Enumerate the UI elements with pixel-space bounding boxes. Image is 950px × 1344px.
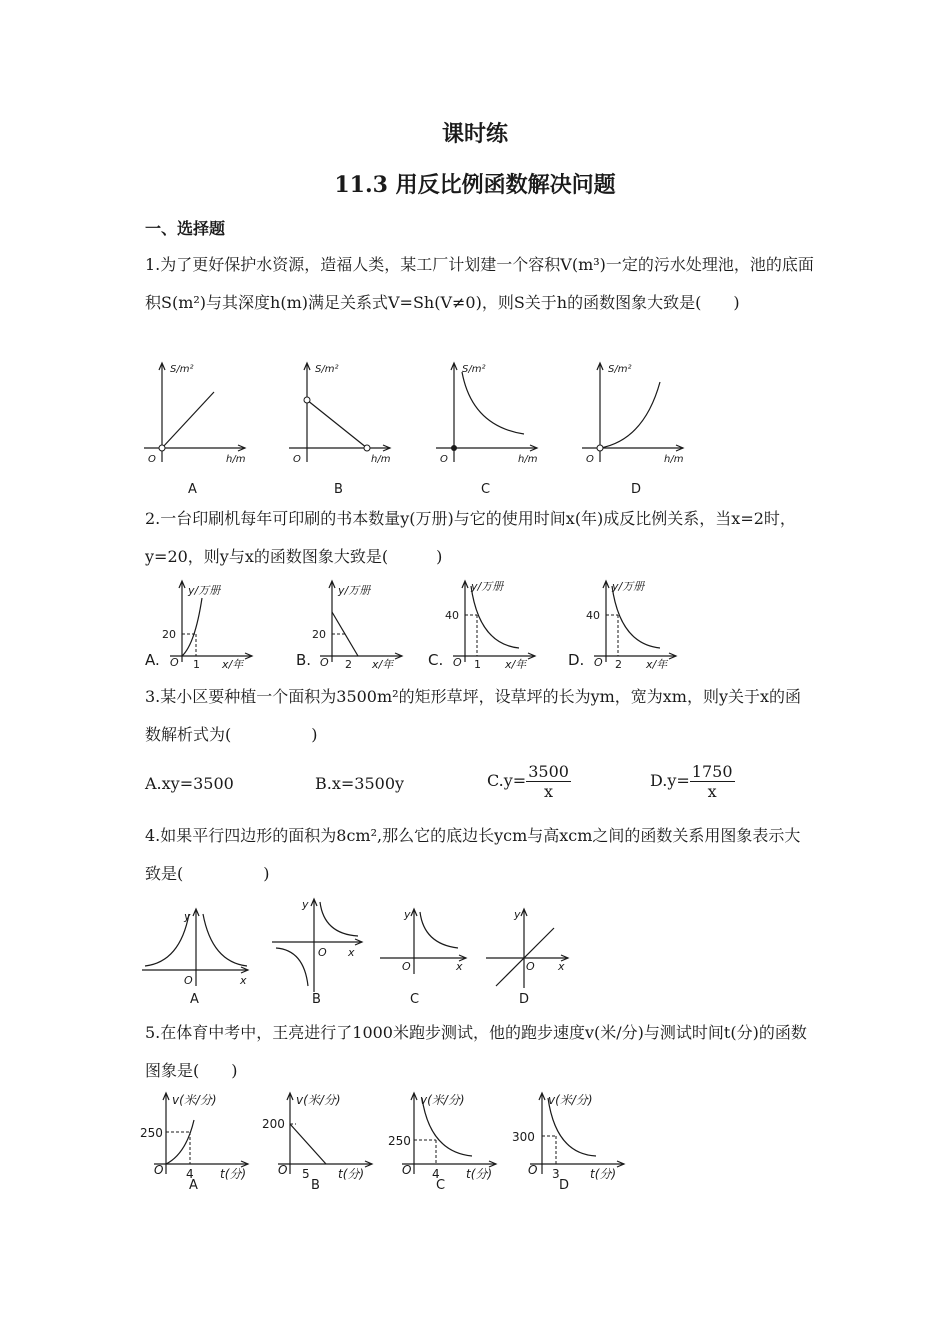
q2d-xlabel: x/年 <box>646 658 668 671</box>
q4a-xlabel: x <box>240 974 247 987</box>
q5c-xlabel: t(分) <box>466 1167 493 1181</box>
q2d-ylabel: y/万册 <box>612 580 645 593</box>
q1-option-c[interactable]: C <box>481 482 491 497</box>
q5c-origin: O <box>402 1163 412 1177</box>
q3-option-d[interactable] <box>650 762 735 801</box>
q4-graph-d <box>484 906 570 990</box>
q3-option-a[interactable]: A.xy=3500 <box>145 774 234 793</box>
q5a-xtick: 4 <box>186 1167 194 1181</box>
q5b-ytick: 200 <box>262 1117 285 1131</box>
q3-option-b[interactable]: B.x=3500y <box>315 774 405 793</box>
q3-option-c[interactable] <box>487 762 571 801</box>
q5c-xtick: 4 <box>432 1167 440 1181</box>
q5c-ytick: 250 <box>388 1134 411 1148</box>
q5-option-a[interactable]: A <box>189 1178 198 1193</box>
q2d-ytick: 40 <box>586 609 600 622</box>
q4d-ylabel: y <box>514 908 521 921</box>
page-title: 课时练 <box>441 121 508 147</box>
q3-option-c-label: C.y= <box>487 771 527 791</box>
q1-option-b[interactable]: B <box>334 482 343 497</box>
q1b-ylabel: S/m² <box>315 364 339 375</box>
q1b-xlabel: h/m <box>371 454 391 465</box>
q5a-ytick: 250 <box>140 1126 163 1140</box>
q2b-ylabel: y/万册 <box>338 584 371 597</box>
q4a-origin: O <box>184 974 193 987</box>
q4-graph-c <box>378 906 470 976</box>
q3-option-c-num: 3500 <box>528 762 569 781</box>
q3-option-c-fraction <box>526 762 571 801</box>
q5a-ylabel: v(米/分) <box>172 1093 217 1107</box>
q4c-ylabel: y <box>404 908 411 921</box>
q5d-xlabel: t(分) <box>590 1167 617 1181</box>
q1d-xlabel: h/m <box>664 454 684 465</box>
q5d-xtick: 3 <box>552 1167 560 1181</box>
q4b-ylabel: y <box>302 898 309 911</box>
q5-option-b[interactable]: B <box>311 1178 320 1193</box>
q2b-origin: O <box>320 656 329 669</box>
q5-option-c[interactable]: C <box>436 1178 446 1193</box>
q2a-xtick: 1 <box>193 658 200 671</box>
q2a-origin: O <box>170 656 179 669</box>
q1-graph-c <box>432 360 542 470</box>
q1-graph-d <box>578 360 688 470</box>
q1b-origin: O <box>293 454 301 465</box>
q4-graph-b <box>270 896 365 996</box>
q3-option-d-den: x <box>707 782 717 802</box>
q3-option-d-num: 1750 <box>691 762 733 781</box>
q2-graph-a <box>162 578 262 670</box>
question-2-text: 2.一台印刷机每年可印刷的书本数量y(万册)与它的使用时间x(年)成反比例关系，当x=2时，y=20，则y与x的函数图象大致是( ) <box>145 509 796 566</box>
q3-option-c-den: x <box>544 782 554 802</box>
q2c-origin: O <box>453 656 462 669</box>
section-heading: 一、选择题 <box>145 219 226 238</box>
q1-option-a[interactable]: A <box>188 482 197 497</box>
q1a-xlabel: h/m <box>226 454 246 465</box>
q1d-origin: O <box>586 454 594 465</box>
q4d-xlabel: x <box>558 960 565 973</box>
q2c-xlabel: x/年 <box>505 658 527 671</box>
q1a-origin: O <box>148 454 156 465</box>
q5d-ytick: 300 <box>512 1130 535 1144</box>
q1c-ylabel: S/m² <box>462 364 486 375</box>
q5d-ylabel: v(米/分) <box>548 1093 593 1107</box>
q5-graph-c <box>388 1090 503 1180</box>
q2c-ylabel: y/万册 <box>471 580 504 593</box>
q5b-xlabel: t(分) <box>338 1167 365 1181</box>
q4d-origin: O <box>526 960 535 973</box>
q1a-ylabel: S/m² <box>170 364 194 375</box>
q1d-ylabel: S/m² <box>608 364 632 375</box>
q2a-ytick: 20 <box>162 628 176 641</box>
q2b-ytick: 20 <box>312 628 326 641</box>
q1c-xlabel: h/m <box>518 454 538 465</box>
q5-graph-a <box>140 1090 255 1180</box>
q2-graph-c <box>445 578 545 670</box>
q5d-origin: O <box>528 1163 538 1177</box>
q4-option-b[interactable]: B <box>312 992 321 1007</box>
q1c-origin: O <box>440 454 448 465</box>
q4b-origin: O <box>318 946 327 959</box>
question-5-text: 5.在体育中考中，王亮进行了1000米跑步测试，他的跑步速度v(米/分)与测试时间t(分)的函数图象是( ) <box>145 1023 807 1080</box>
q2-graph-b <box>312 578 412 670</box>
q5a-origin: O <box>154 1163 164 1177</box>
q5-graph-d <box>512 1090 627 1180</box>
question-3-text: 3.某小区要种植一个面积为3500m²的矩形草坪，设草坪的长为ym，宽为xm，则y关于x的函数解析式为( ) <box>145 687 802 744</box>
q4-option-d[interactable]: D <box>519 992 530 1007</box>
q5b-ylabel: v(米/分) <box>296 1093 341 1107</box>
q2-graph-d <box>586 578 686 670</box>
question-4-text: 4.如果平行四边形的面积为8cm²,那么它的底边长ycm与高xcm之间的函数关系用图象表示大致是( ) <box>145 826 801 883</box>
q4-graph-a <box>140 906 250 988</box>
q1-graph-b <box>285 360 395 470</box>
q2-option-d[interactable]: D. <box>568 651 585 669</box>
q4c-xlabel: x <box>456 960 463 973</box>
q3-option-d-label: D.y= <box>650 771 690 791</box>
q2c-ytick: 40 <box>445 609 459 622</box>
q4b-xlabel: x <box>348 946 355 959</box>
q2-option-c[interactable]: C. <box>428 651 444 669</box>
lesson-title: 11.3 用反比例函数解决问题 <box>334 172 616 198</box>
q2a-ylabel: y/万册 <box>188 584 221 597</box>
q5a-xlabel: t(分) <box>220 1167 247 1181</box>
question-1-text: 1.为了更好保护水资源，造福人类，某工厂计划建一个容积V(m³)一定的污水处理池，池的底面积S(m²)与其深度h(m)满足关系式V=Sh(V≠0)，则S关于h的函数图象大致是( ) <box>145 255 814 312</box>
q1-option-d[interactable]: D <box>631 482 642 497</box>
q4c-origin: O <box>402 960 411 973</box>
q5-option-d[interactable]: D <box>559 1178 570 1193</box>
q3-option-d-fraction <box>690 762 735 801</box>
q2b-xtick: 2 <box>345 658 352 671</box>
q2-option-a[interactable]: A. <box>145 651 160 669</box>
q4a-ylabel: y <box>184 910 191 923</box>
q5-graph-b <box>262 1090 377 1180</box>
q5b-origin: O <box>278 1163 288 1177</box>
q1-graph-a <box>140 360 250 470</box>
q4-option-a[interactable]: A <box>190 992 199 1007</box>
q2-option-b[interactable]: B. <box>296 651 312 669</box>
q2b-xlabel: x/年 <box>372 658 394 671</box>
q2a-xlabel: x/年 <box>222 658 244 671</box>
q5b-xtick: 5 <box>302 1167 310 1181</box>
q2d-origin: O <box>594 656 603 669</box>
q2c-xtick: 1 <box>474 658 481 671</box>
q2d-xtick: 2 <box>615 658 622 671</box>
q5c-ylabel: v(米/分) <box>420 1093 465 1107</box>
q4-option-c[interactable]: C <box>410 992 420 1007</box>
